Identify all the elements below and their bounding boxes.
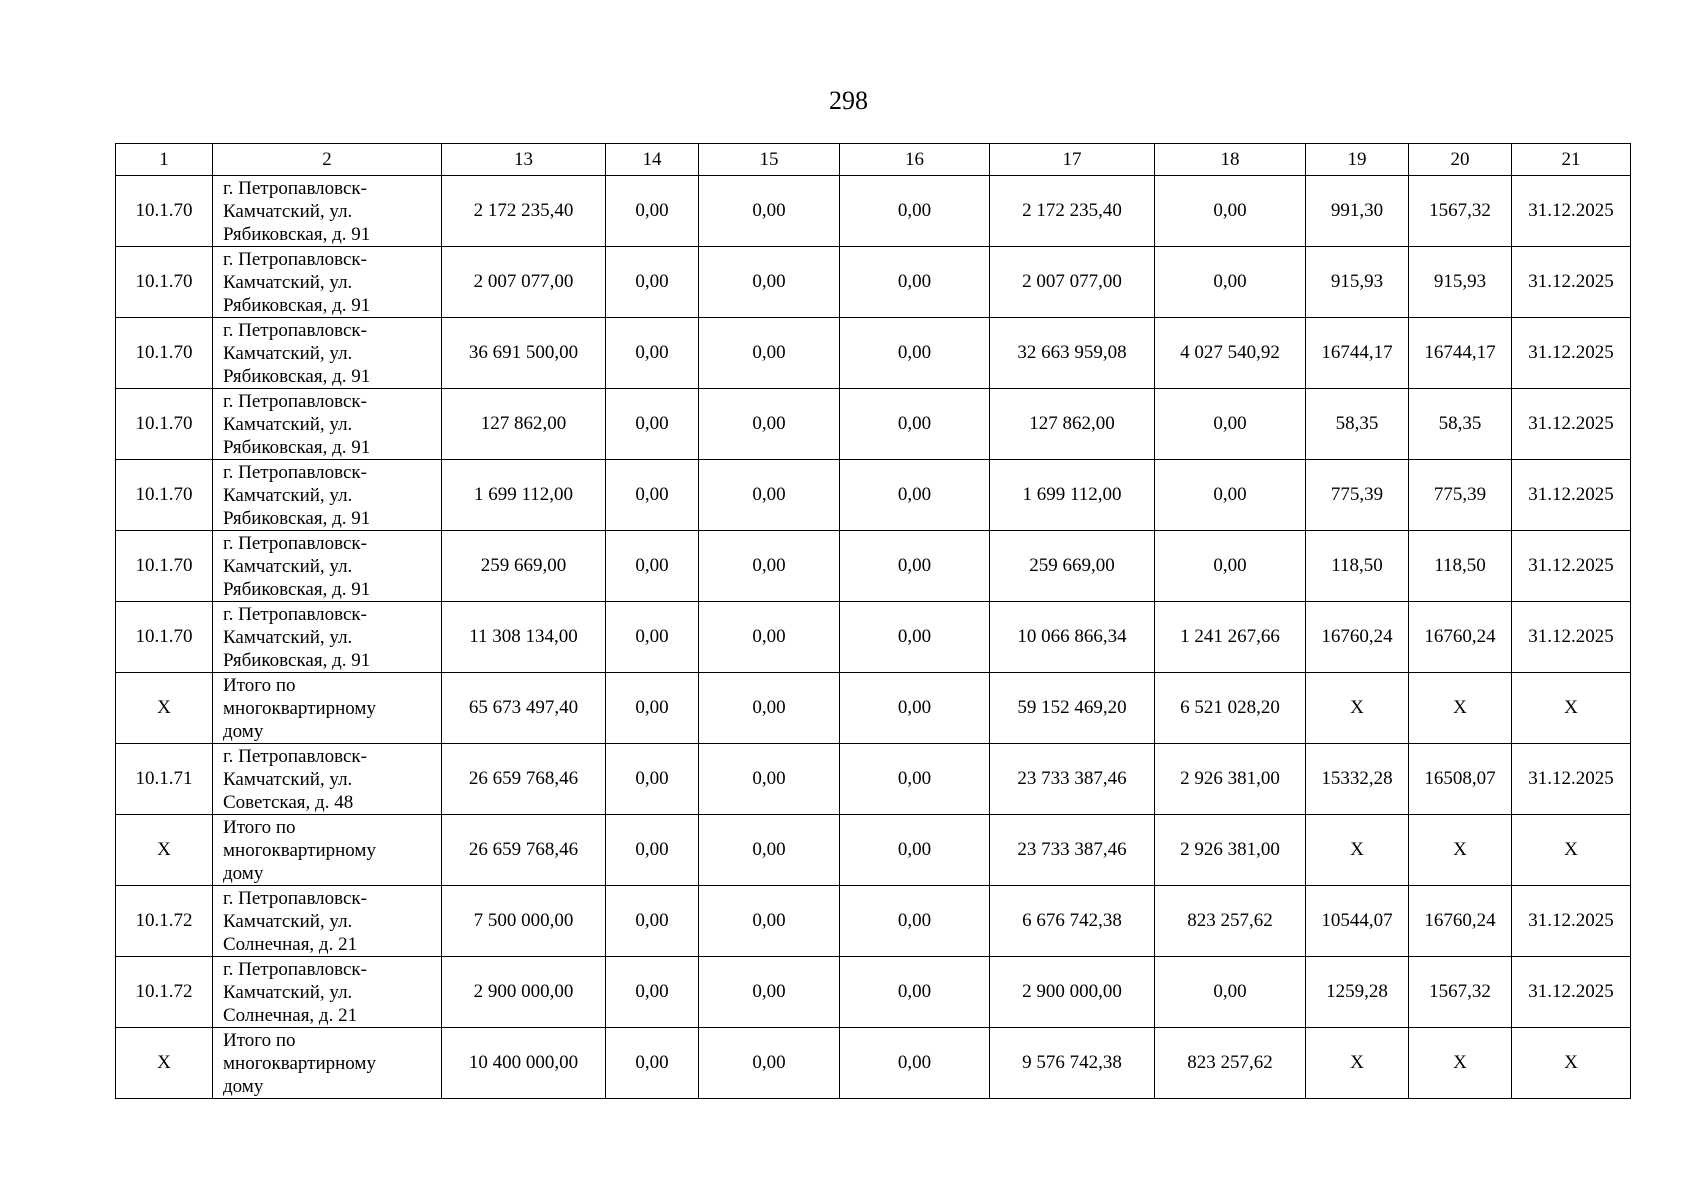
cell-col-19: 58,35: [1306, 389, 1409, 460]
column-header: 21: [1512, 144, 1631, 176]
address-line: г. Петропавловск-: [223, 745, 367, 767]
cell-col-17: 23 733 387,46: [990, 815, 1155, 886]
cell-col-18: 2 926 381,00: [1155, 815, 1306, 886]
address-line: Камчатский, ул.: [223, 200, 353, 222]
cell-col-13: 26 659 768,46: [442, 815, 606, 886]
cell-col-21: 31.12.2025: [1512, 886, 1631, 957]
address-line: г. Петропавловск-: [223, 461, 367, 483]
cell-col-16: 0,00: [840, 744, 990, 815]
cell-col-13: 2 007 077,00: [442, 247, 606, 318]
page-number: 298: [829, 86, 868, 115]
address-line: Камчатский, ул.: [223, 555, 353, 577]
cell-col-18: 4 027 540,92: [1155, 318, 1306, 389]
cell-col-19: 775,39: [1306, 460, 1409, 531]
cell-col-20: 16760,24: [1409, 886, 1512, 957]
cell-col-16: 0,00: [840, 1028, 990, 1099]
table-row: [116, 744, 1631, 815]
cell-col-21: X: [1512, 1028, 1631, 1099]
cell-col-21: 31.12.2025: [1512, 318, 1631, 389]
column-header: 18: [1155, 144, 1306, 176]
cell-col-15: 0,00: [699, 886, 840, 957]
address-line: Камчатский, ул.: [223, 342, 353, 364]
cell-col-14: 0,00: [606, 1028, 699, 1099]
address-line: многоквартирному: [223, 697, 376, 719]
cell-col-14: 0,00: [606, 673, 699, 744]
cell-address: [213, 815, 442, 886]
cell-address: [213, 886, 442, 957]
address-line: г. Петропавловск-: [223, 887, 367, 909]
cell-col-19: 991,30: [1306, 176, 1409, 247]
cell-col-19: X: [1306, 815, 1409, 886]
cell-col-21: 31.12.2025: [1512, 602, 1631, 673]
address-line: Камчатский, ул.: [223, 768, 353, 790]
cell-col-15: 0,00: [699, 460, 840, 531]
cell-col-21: 31.12.2025: [1512, 744, 1631, 815]
cell-col-17: 127 862,00: [990, 389, 1155, 460]
cell-col-17: 23 733 387,46: [990, 744, 1155, 815]
cell-col-20: 1567,32: [1409, 957, 1512, 1028]
address-line: г. Петропавловск-: [223, 177, 367, 199]
cell-col-14: 0,00: [606, 460, 699, 531]
cell-address: [213, 176, 442, 247]
address-line: многоквартирному: [223, 1052, 376, 1074]
cell-number: 10.1.70: [116, 247, 213, 318]
cell-col-16: 0,00: [840, 247, 990, 318]
table-row: [116, 176, 1631, 247]
cell-col-14: 0,00: [606, 531, 699, 602]
cell-number: 10.1.72: [116, 886, 213, 957]
cell-col-18: 2 926 381,00: [1155, 744, 1306, 815]
cell-col-15: 0,00: [699, 957, 840, 1028]
table-body: [116, 176, 1631, 1099]
address-line: Камчатский, ул.: [223, 981, 353, 1003]
cell-address: [213, 1028, 442, 1099]
cell-col-16: 0,00: [840, 815, 990, 886]
table-row: [116, 815, 1631, 886]
table-row: [116, 531, 1631, 602]
address-line: Рябиковская, д. 91: [223, 649, 371, 671]
cell-col-14: 0,00: [606, 815, 699, 886]
cell-col-21: 31.12.2025: [1512, 957, 1631, 1028]
column-header: 20: [1409, 144, 1512, 176]
cell-address: [213, 531, 442, 602]
cell-col-14: 0,00: [606, 318, 699, 389]
cell-col-14: 0,00: [606, 247, 699, 318]
column-header: 2: [213, 144, 442, 176]
column-header: 15: [699, 144, 840, 176]
cell-number: X: [116, 1028, 213, 1099]
cell-col-17: 2 900 000,00: [990, 957, 1155, 1028]
cell-address: [213, 957, 442, 1028]
cell-col-20: 915,93: [1409, 247, 1512, 318]
address-line: Итого по: [223, 1029, 296, 1051]
table-row: [116, 957, 1631, 1028]
cell-col-14: 0,00: [606, 176, 699, 247]
cell-number: 10.1.70: [116, 602, 213, 673]
cell-col-18: 0,00: [1155, 389, 1306, 460]
cell-address: [213, 318, 442, 389]
address-line: Рябиковская, д. 91: [223, 507, 371, 529]
address-line: Итого по: [223, 816, 296, 838]
cell-col-15: 0,00: [699, 176, 840, 247]
cell-col-19: 10544,07: [1306, 886, 1409, 957]
address-line: г. Петропавловск-: [223, 319, 367, 341]
cell-col-17: 2 172 235,40: [990, 176, 1155, 247]
cell-col-13: 7 500 000,00: [442, 886, 606, 957]
cell-col-15: 0,00: [699, 744, 840, 815]
cell-col-21: 31.12.2025: [1512, 176, 1631, 247]
header-row: [116, 144, 1631, 176]
cell-address: [213, 744, 442, 815]
address-line: Рябиковская, д. 91: [223, 294, 371, 316]
cell-number: 10.1.70: [116, 176, 213, 247]
cell-col-18: 1 241 267,66: [1155, 602, 1306, 673]
address-line: г. Петропавловск-: [223, 532, 367, 554]
address-line: Советская, д. 48: [223, 791, 354, 813]
address-line: Рябиковская, д. 91: [223, 365, 371, 387]
cell-col-16: 0,00: [840, 957, 990, 1028]
cell-col-18: 0,00: [1155, 247, 1306, 318]
cell-col-20: X: [1409, 815, 1512, 886]
cell-col-16: 0,00: [840, 318, 990, 389]
cell-col-20: 16744,17: [1409, 318, 1512, 389]
address-line: Камчатский, ул.: [223, 626, 353, 648]
cell-address: [213, 389, 442, 460]
address-line: Рябиковская, д. 91: [223, 436, 371, 458]
cell-number: 10.1.71: [116, 744, 213, 815]
address-line: Камчатский, ул.: [223, 484, 353, 506]
address-line: дому: [223, 862, 264, 884]
address-line: Итого по: [223, 674, 296, 696]
table-row: [116, 673, 1631, 744]
cell-col-15: 0,00: [699, 531, 840, 602]
cell-col-17: 9 576 742,38: [990, 1028, 1155, 1099]
address-line: дому: [223, 720, 264, 742]
cell-col-17: 1 699 112,00: [990, 460, 1155, 531]
column-header: 13: [442, 144, 606, 176]
cell-col-20: 1567,32: [1409, 176, 1512, 247]
cell-col-20: X: [1409, 673, 1512, 744]
cell-col-16: 0,00: [840, 602, 990, 673]
cell-col-17: 32 663 959,08: [990, 318, 1155, 389]
table-row: [116, 886, 1631, 957]
column-header: 19: [1306, 144, 1409, 176]
address-line: г. Петропавловск-: [223, 958, 367, 980]
cell-col-17: 6 676 742,38: [990, 886, 1155, 957]
cell-address: [213, 673, 442, 744]
cell-col-14: 0,00: [606, 744, 699, 815]
cell-col-15: 0,00: [699, 247, 840, 318]
cell-col-18: 0,00: [1155, 531, 1306, 602]
cell-col-13: 1 699 112,00: [442, 460, 606, 531]
cell-col-16: 0,00: [840, 673, 990, 744]
column-header: 16: [840, 144, 990, 176]
cell-col-20: 775,39: [1409, 460, 1512, 531]
cell-col-18: 6 521 028,20: [1155, 673, 1306, 744]
cell-col-21: 31.12.2025: [1512, 531, 1631, 602]
cell-number: 10.1.70: [116, 389, 213, 460]
table-row: [116, 247, 1631, 318]
cell-col-19: 118,50: [1306, 531, 1409, 602]
cell-col-13: 11 308 134,00: [442, 602, 606, 673]
cell-col-19: 16744,17: [1306, 318, 1409, 389]
cell-col-15: 0,00: [699, 1028, 840, 1099]
cell-col-17: 2 007 077,00: [990, 247, 1155, 318]
cell-col-20: 118,50: [1409, 531, 1512, 602]
column-header: 17: [990, 144, 1155, 176]
table-row: [116, 1028, 1631, 1099]
cell-col-14: 0,00: [606, 886, 699, 957]
cell-col-13: 65 673 497,40: [442, 673, 606, 744]
cell-col-13: 10 400 000,00: [442, 1028, 606, 1099]
address-line: г. Петропавловск-: [223, 390, 367, 412]
address-line: многоквартирному: [223, 839, 376, 861]
cell-col-18: 823 257,62: [1155, 1028, 1306, 1099]
cell-col-18: 0,00: [1155, 957, 1306, 1028]
cell-col-19: X: [1306, 1028, 1409, 1099]
cell-col-13: 259 669,00: [442, 531, 606, 602]
cell-col-16: 0,00: [840, 389, 990, 460]
address-line: Камчатский, ул.: [223, 271, 353, 293]
cell-col-13: 36 691 500,00: [442, 318, 606, 389]
cell-number: 10.1.72: [116, 957, 213, 1028]
cell-col-15: 0,00: [699, 673, 840, 744]
cell-col-19: 15332,28: [1306, 744, 1409, 815]
cell-col-18: 0,00: [1155, 176, 1306, 247]
cell-number: X: [116, 815, 213, 886]
cell-col-17: 10 066 866,34: [990, 602, 1155, 673]
cell-address: [213, 460, 442, 531]
cell-col-21: X: [1512, 815, 1631, 886]
table-row: [116, 460, 1631, 531]
address-line: Камчатский, ул.: [223, 910, 353, 932]
address-line: Рябиковская, д. 91: [223, 223, 371, 245]
column-header: 14: [606, 144, 699, 176]
cell-number: X: [116, 673, 213, 744]
cell-col-19: 1259,28: [1306, 957, 1409, 1028]
cell-col-21: 31.12.2025: [1512, 389, 1631, 460]
address-line: г. Петропавловск-: [223, 248, 367, 270]
cell-col-18: 823 257,62: [1155, 886, 1306, 957]
table-row: [116, 318, 1631, 389]
cell-col-20: 58,35: [1409, 389, 1512, 460]
table-row: [116, 602, 1631, 673]
cell-col-16: 0,00: [840, 176, 990, 247]
cell-col-14: 0,00: [606, 389, 699, 460]
cell-col-16: 0,00: [840, 886, 990, 957]
cell-col-13: 2 900 000,00: [442, 957, 606, 1028]
cell-col-15: 0,00: [699, 602, 840, 673]
cell-col-14: 0,00: [606, 957, 699, 1028]
cell-col-15: 0,00: [699, 389, 840, 460]
cell-col-19: 16760,24: [1306, 602, 1409, 673]
cell-col-16: 0,00: [840, 531, 990, 602]
address-line: дому: [223, 1075, 264, 1097]
cell-col-16: 0,00: [840, 460, 990, 531]
cell-col-17: 59 152 469,20: [990, 673, 1155, 744]
cell-col-19: 915,93: [1306, 247, 1409, 318]
cell-col-15: 0,00: [699, 318, 840, 389]
cell-col-13: 127 862,00: [442, 389, 606, 460]
address-line: Солнечная, д. 21: [223, 933, 358, 955]
cell-col-13: 26 659 768,46: [442, 744, 606, 815]
table-row: [116, 389, 1631, 460]
cell-number: 10.1.70: [116, 318, 213, 389]
cell-col-21: 31.12.2025: [1512, 460, 1631, 531]
cell-address: [213, 602, 442, 673]
cell-col-21: X: [1512, 673, 1631, 744]
address-line: Камчатский, ул.: [223, 413, 353, 435]
address-line: Рябиковская, д. 91: [223, 578, 371, 600]
address-line: Солнечная, д. 21: [223, 1004, 358, 1026]
cell-col-20: 16760,24: [1409, 602, 1512, 673]
cell-address: [213, 247, 442, 318]
cell-col-13: 2 172 235,40: [442, 176, 606, 247]
cell-col-14: 0,00: [606, 602, 699, 673]
cell-col-21: 31.12.2025: [1512, 247, 1631, 318]
column-header: 1: [116, 144, 213, 176]
cell-number: 10.1.70: [116, 460, 213, 531]
address-line: г. Петропавловск-: [223, 603, 367, 625]
cell-col-20: 16508,07: [1409, 744, 1512, 815]
cell-col-20: X: [1409, 1028, 1512, 1099]
data-table: [115, 143, 1631, 1099]
cell-col-18: 0,00: [1155, 460, 1306, 531]
cell-number: 10.1.70: [116, 531, 213, 602]
cell-col-19: X: [1306, 673, 1409, 744]
cell-col-17: 259 669,00: [990, 531, 1155, 602]
cell-col-15: 0,00: [699, 815, 840, 886]
